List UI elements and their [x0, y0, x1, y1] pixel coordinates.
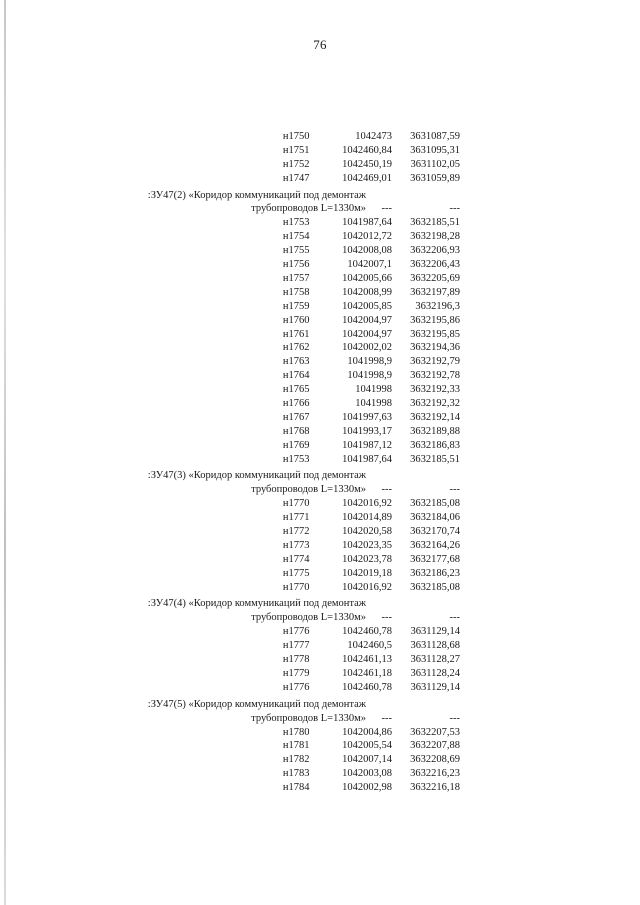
coord-y: 3632192,14 [410, 411, 460, 423]
point-id: н1754 [282, 231, 310, 243]
point-id: н1765 [282, 384, 310, 396]
coord-x: 1042023,78 [342, 553, 393, 565]
coord-y: 3632216,18 [410, 782, 460, 794]
coord-y: 3632194,36 [410, 342, 460, 354]
coord-y: 3632185,51 [410, 217, 460, 229]
table-row [90, 667, 460, 681]
table-row [90, 244, 460, 258]
table-row [90, 425, 460, 439]
coord-y: 3632184,06 [410, 512, 460, 524]
point-id: н1780 [282, 726, 310, 738]
coordinates-list [90, 130, 460, 795]
dash-x: --- [381, 203, 393, 215]
table-row [90, 397, 460, 411]
table-row [90, 158, 460, 172]
coord-x: 1042461,18 [342, 667, 393, 679]
dash-spacer [90, 483, 309, 497]
coord-y: 3631129,14 [410, 681, 460, 693]
coord-x: 1041998 [355, 397, 393, 409]
point-id: н1756 [282, 259, 310, 271]
coord-x: 1042460,78 [342, 626, 393, 638]
point-id: н1766 [282, 397, 310, 409]
coord-y: 3632206,93 [410, 245, 460, 257]
table-row [90, 258, 460, 272]
point-id: н1747 [282, 172, 310, 184]
parcel-subtitle: трубопроводов L=1330м» [251, 612, 366, 624]
coord-x: 1041997,63 [342, 411, 393, 423]
coord-x: 1042020,58 [342, 526, 393, 537]
table-row [90, 567, 460, 581]
coord-x: 1042023,35 [342, 539, 393, 551]
coord-y: 3631128,68 [410, 640, 460, 652]
dash-placeholder-row [90, 483, 460, 497]
coord-x: 1041998,9 [347, 356, 393, 368]
coord-x: 1042469,01 [342, 172, 393, 184]
point-id: н1752 [282, 158, 310, 170]
point-id: н1764 [282, 370, 310, 382]
dash-spacer [90, 202, 309, 216]
point-id: н1760 [282, 314, 310, 326]
parcel-section [90, 597, 460, 694]
table-row [90, 300, 460, 314]
table-row [90, 553, 460, 567]
point-id: н1751 [282, 144, 310, 156]
parcel-title: :ЗУ47(3) «Коридор коммуникаций под демонтаж [147, 470, 366, 482]
dash-placeholder-row [90, 202, 460, 216]
dash-y: --- [449, 484, 460, 496]
point-id: н1767 [282, 411, 310, 423]
parcel-title: :ЗУ47(4) «Коридор коммуникаций под демонтаж [147, 598, 366, 610]
table-row [90, 511, 460, 525]
point-id: н1755 [282, 245, 310, 257]
table-row [90, 753, 460, 767]
coord-y: 3632192,79 [410, 356, 460, 368]
dash-spacer [90, 712, 309, 726]
table-row [90, 726, 460, 740]
coord-y: 3632206,43 [410, 259, 460, 271]
coord-x: 1041998,9 [347, 370, 393, 382]
point-id: н1768 [282, 425, 310, 437]
coord-x: 1042450,19 [342, 158, 393, 170]
coord-y: 3632208,69 [410, 754, 460, 766]
coord-y: 3632186,23 [410, 567, 460, 579]
point-id: н1771 [282, 512, 310, 524]
scan-edge-shadow [4, 0, 6, 905]
table-row [90, 341, 460, 355]
coord-x: 1041987,64 [342, 217, 393, 229]
coord-x: 1041998 [355, 384, 393, 396]
point-id: н1778 [282, 654, 310, 666]
point-id: н1776 [282, 681, 310, 693]
coord-x: 1042014,89 [342, 512, 393, 524]
dash-x: --- [381, 612, 393, 624]
coord-x: 1042002,98 [342, 782, 393, 794]
point-id: н1783 [282, 768, 310, 780]
table-row [90, 439, 460, 453]
coord-x: 1042005,85 [342, 300, 393, 312]
table-row [90, 497, 460, 511]
point-id: н1779 [282, 667, 310, 679]
coord-x: 1042008,99 [342, 286, 393, 298]
point-id: н1773 [282, 539, 310, 551]
coord-x: 1042016,92 [342, 498, 393, 510]
parcel-title: :ЗУ47(5) «Коридор коммуникаций под демонтаж [147, 698, 366, 710]
point-id: н1772 [282, 526, 310, 537]
coord-x: 1042008,08 [342, 245, 393, 257]
parcel-title: :ЗУ47(2) «Коридор коммуникаций под демонтаж [147, 189, 366, 201]
coord-y: 3632195,86 [410, 314, 460, 326]
coord-y: 3632177,68 [410, 553, 460, 565]
point-id: н1781 [282, 740, 310, 752]
coord-y: 3632189,88 [410, 425, 460, 437]
table-row [90, 681, 460, 695]
point-id: н1753 [282, 217, 310, 229]
coord-y: 3631087,59 [410, 131, 460, 142]
point-id: н1753 [282, 453, 310, 465]
coord-y: 3631102,05 [410, 158, 460, 170]
table-row [90, 767, 460, 781]
coord-x: 1042007,14 [342, 754, 393, 766]
table-row [90, 328, 460, 342]
table-row [90, 525, 460, 539]
point-id: н1782 [282, 754, 310, 766]
coord-x: 1042004,97 [342, 314, 393, 326]
coord-y: 3631095,31 [410, 144, 460, 156]
point-id: н1776 [282, 626, 310, 638]
table-row [90, 216, 460, 230]
coord-x: 1042460,5 [347, 640, 393, 652]
point-id: н1784 [282, 782, 310, 794]
coord-y: 3632216,23 [410, 768, 460, 780]
dash-y: --- [449, 712, 460, 724]
coord-y: 3632207,88 [410, 740, 460, 752]
dash-spacer [90, 611, 309, 625]
table-row [90, 355, 460, 369]
coord-y: 3631129,14 [410, 626, 460, 638]
coord-x: 1041987,12 [342, 439, 393, 451]
coord-x: 1042004,97 [342, 328, 393, 340]
table-row [90, 581, 460, 595]
parcel-section [90, 469, 460, 594]
coord-x: 1042004,86 [342, 726, 393, 738]
coord-x: 1042473 [355, 131, 393, 142]
coord-y: 3632186,83 [410, 439, 460, 451]
table-row [90, 172, 460, 186]
parcel-subtitle: трубопроводов L=1330м» [251, 484, 366, 496]
coord-y: 3632185,51 [410, 453, 460, 465]
coord-y: 3632192,78 [410, 370, 460, 382]
coord-x: 1041993,17 [342, 425, 393, 437]
table-row [90, 272, 460, 286]
table-row [90, 144, 460, 158]
table-row [90, 739, 460, 753]
coord-x: 1042007,1 [347, 259, 393, 271]
table-row [90, 230, 460, 244]
coord-y: 3632192,33 [410, 384, 460, 396]
table-row [90, 653, 460, 667]
point-id: н1770 [282, 498, 310, 510]
coord-x: 1042003,08 [342, 768, 393, 780]
table-row [90, 539, 460, 553]
coord-x: 1042016,92 [342, 581, 393, 593]
dash-y: --- [449, 203, 460, 215]
point-id: н1761 [282, 328, 310, 340]
point-id: н1769 [282, 439, 310, 451]
table-row [90, 411, 460, 425]
page-number: 76 [313, 37, 327, 52]
coord-y: 3632192,32 [410, 397, 460, 409]
table-row [90, 383, 460, 397]
coord-y: 3632195,85 [410, 328, 460, 340]
point-id: н1759 [282, 300, 310, 312]
dash-placeholder-row [90, 611, 460, 625]
coord-x: 1042005,66 [342, 272, 393, 284]
point-id: н1774 [282, 553, 310, 565]
coord-y: 3632185,08 [410, 581, 460, 593]
parcel-section [90, 189, 460, 467]
coord-x: 1041987,64 [342, 453, 393, 465]
point-id: н1775 [282, 567, 310, 579]
table-row [90, 130, 460, 144]
dash-x: --- [381, 712, 393, 724]
coord-y: 3632205,69 [410, 272, 460, 284]
coord-y: 3631128,24 [410, 667, 460, 679]
point-id: н1758 [282, 286, 310, 298]
coord-y: 3632164,26 [410, 539, 460, 551]
dash-y: --- [449, 612, 460, 624]
point-id: н1750 [282, 131, 310, 142]
coord-x: 1042012,72 [342, 231, 393, 243]
table-row [90, 639, 460, 653]
coord-x: 1042005,54 [342, 740, 393, 752]
point-id: н1762 [282, 342, 310, 354]
coord-x: 1042461,13 [342, 654, 393, 666]
coord-y: 3631128,27 [410, 654, 460, 666]
coord-y: 3632196,3 [415, 300, 460, 312]
table-row [90, 781, 460, 795]
table-row [90, 453, 460, 467]
point-id: н1763 [282, 356, 310, 368]
point-id: н1757 [282, 272, 310, 284]
coord-y: 3632170,74 [410, 526, 460, 537]
table-row [90, 314, 460, 328]
parcel-subtitle: трубопроводов L=1330м» [251, 712, 366, 724]
coord-x: 1042460,84 [342, 144, 393, 156]
coord-y: 3631059,89 [410, 172, 460, 184]
coord-y: 3632197,89 [410, 286, 460, 298]
dash-placeholder-row [90, 712, 460, 726]
coord-y: 3632185,08 [410, 498, 460, 510]
coord-x: 1042460,78 [342, 681, 393, 693]
coord-y: 3632198,28 [410, 231, 460, 243]
coord-x: 1042002,02 [342, 342, 393, 354]
point-id: н1770 [282, 581, 310, 593]
table-row [90, 369, 460, 383]
table-row [90, 286, 460, 300]
coord-x: 1042019,18 [342, 567, 393, 579]
dash-x: --- [381, 484, 393, 496]
parcel-section [90, 698, 460, 795]
table-row [90, 625, 460, 639]
coord-y: 3632207,53 [410, 726, 460, 738]
parcel-section [90, 130, 460, 186]
parcel-subtitle: трубопроводов L=1330м» [251, 203, 366, 215]
point-id: н1777 [282, 640, 310, 652]
